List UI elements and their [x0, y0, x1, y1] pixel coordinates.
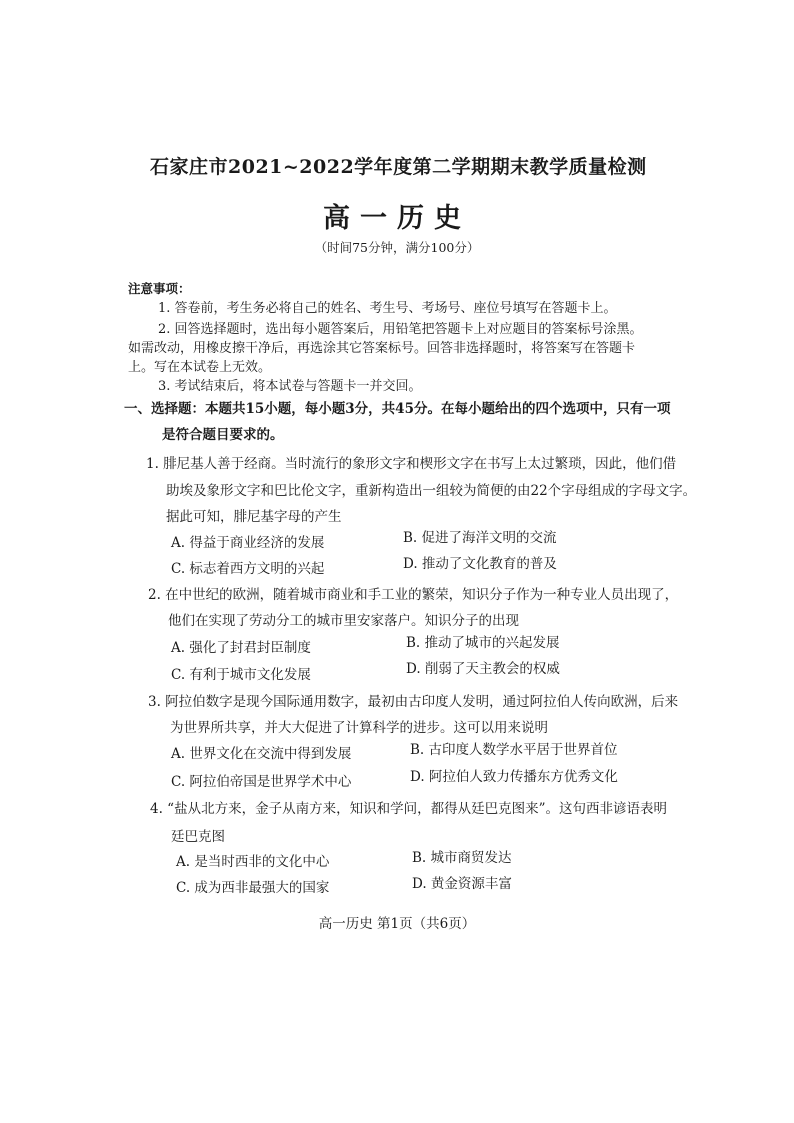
page-footer: 高一历史 第1页（共6页）: [318, 916, 476, 932]
question-1-option-b: B. 促进了海洋文明的交流: [403, 530, 557, 546]
notice-line: 3. 考试结束后，将本试卷与答题卡一并交回。: [158, 379, 422, 394]
section-heading: 一、选择题：本题共15小题，每小题3分，共45分。在每小题给出的四个选项中，只有一项: [124, 401, 671, 417]
question-3-option-b: B. 古印度人数学水平居于世界首位: [410, 742, 618, 758]
question-1-text: 1. 腓尼基人善于经商。当时流行的象形文字和楔形文字在书写上太过繁琐，因此，他们借: [146, 456, 677, 472]
notice-line: 2. 回答选择题时，选出每小题答案后，用铅笔把答题卡上对应题目的答案标号涂黑。: [158, 322, 643, 337]
question-4-option-c: C. 成为西非最强大的国家: [176, 880, 330, 896]
question-3-text: 为世界所共享，并大大促进了计算科学的进步。这可以用来说明: [170, 720, 548, 736]
notice-heading: 注意事项：: [128, 281, 191, 296]
question-4-option-a: A. 是当时西非的文化中心: [176, 854, 330, 870]
question-2-option-b: B. 推动了城市的兴起发展: [406, 635, 560, 651]
time-note: （时间75分钟，满分100分）: [314, 240, 480, 255]
question-1-option-d: D. 推动了文化教育的普及: [403, 556, 557, 572]
question-1-option-c: C. 标志着西方文明的兴起: [171, 561, 325, 577]
question-1-text: 助埃及象形文字和巴比伦文字，重新构造出一组较为简便的由22个字母组成的字母文字。: [166, 483, 697, 499]
question-3-option-a: A. 世界文化在交流中得到发展: [171, 746, 352, 762]
question-4-option-d: D. 黄金资源丰富: [412, 876, 512, 892]
notice-line: 上。写在本试卷上无效。: [128, 360, 272, 375]
question-4-text: 4. “盐从北方来，金子从南方来，知识和学问，都得从廷巴克图来”。这句西非谚语表明: [150, 801, 667, 817]
question-2-option-c: C. 有利于城市文化发展: [171, 667, 311, 683]
question-2-option-a: A. 强化了封君封臣制度: [171, 640, 311, 656]
notice-line: 如需改动，用橡皮擦干净后，再选涂其它答案标号。回答非选择题时，将答案写在答题卡: [128, 341, 636, 356]
subject-heading: 高一历史: [323, 203, 471, 234]
question-4-option-b: B. 城市商贸发达: [412, 850, 512, 866]
question-1-text: 据此可知，腓尼基字母的产生: [166, 509, 342, 525]
question-3-option-c: C. 阿拉伯帝国是世界学术中心: [171, 774, 352, 790]
notice-line: 1. 答卷前，考生务必将自己的姓名、考生号、考场号、座位号填写在答题卡上。: [158, 301, 617, 316]
question-2-option-d: D. 削弱了天主教会的权威: [406, 661, 560, 677]
question-3-option-d: D. 阿拉伯人致力传播东方优秀文化: [410, 769, 618, 785]
question-2-text: 2. 在中世纪的欧洲，随着城市商业和手工业的繁荣，知识分子作为一种专业人员出现了，: [148, 587, 679, 603]
exam-title: 石家庄市2021~2022学年度第二学期期末教学质量检测: [150, 156, 647, 178]
question-2-text: 他们在实现了劳动分工的城市里安家落户。知识分子的出现: [168, 613, 519, 629]
question-1-option-a: A. 得益于商业经济的发展: [171, 535, 325, 551]
section-heading-cont: 是符合题目要求的。: [162, 427, 284, 443]
question-4-text: 廷巴克图: [171, 829, 225, 845]
question-3-text: 3. 阿拉伯数字是现今国际通用数字，最初由古印度人发明，通过阿拉伯人传向欧洲，后来: [148, 694, 679, 710]
